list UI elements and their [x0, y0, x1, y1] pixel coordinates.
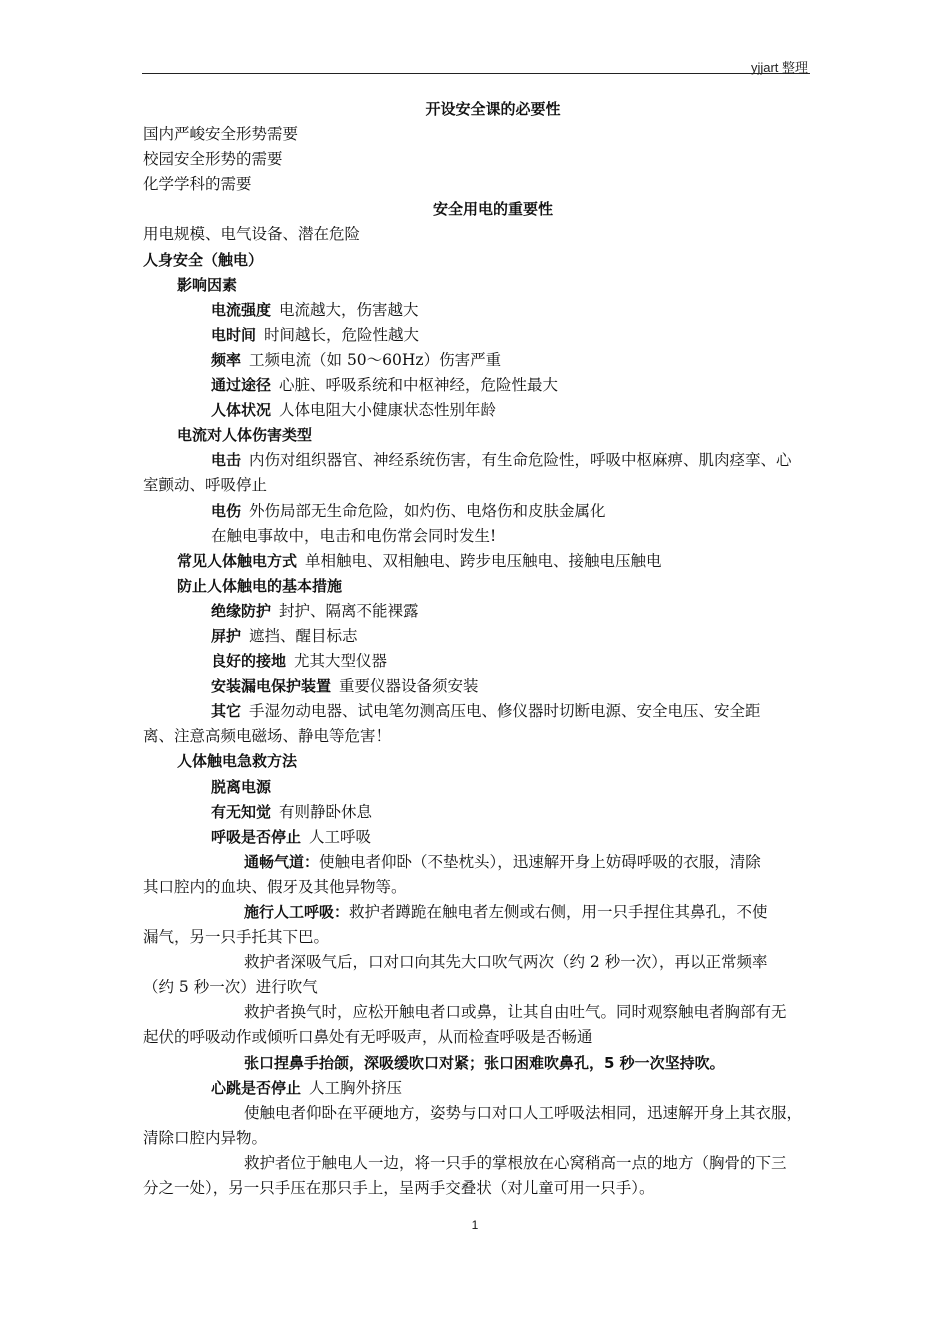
- paragraph: 用电规模、电气设备、潜在危险: [143, 225, 361, 244]
- header-text: yjjart 整理: [750, 60, 808, 75]
- term: 电击: [211, 451, 242, 470]
- term: 通畅气道：: [244, 852, 320, 871]
- list-item: [143, 649, 843, 674]
- term: 通过途径: [211, 376, 272, 395]
- term: 绝缘防护: [211, 601, 272, 620]
- paragraph: 国内严峻安全形势需要: [143, 125, 299, 144]
- paragraph: 救护者深吸气后，口对口向其先大口吹气两次（约 2 秒一次），再以正常频率: [244, 953, 768, 972]
- definition: 工频电流（如 50～60Hz）伤害严重: [249, 350, 502, 369]
- subheading: 防止人体触电的基本措施: [177, 576, 343, 595]
- paragraph: 校园安全形势的需要: [143, 150, 283, 169]
- paragraph: 救护者位于触电人一边，将一只手的掌根放在心窝稍高一点的地方（胸骨的下三: [244, 1153, 787, 1172]
- list-item: [143, 900, 843, 925]
- term: 心跳是否停止: [211, 1078, 302, 1097]
- term: 电伤: [211, 501, 242, 520]
- subheading: 电流对人体伤害类型: [177, 426, 313, 445]
- list-item: [143, 298, 843, 323]
- paragraph: 化学学科的需要: [143, 175, 252, 194]
- paragraph-continuation: （约 5 秒一次）进行吹气: [143, 978, 318, 997]
- term: 屏护: [211, 626, 242, 645]
- header-rule: [142, 73, 810, 74]
- list-item: [143, 549, 843, 574]
- definition: 使触电者仰卧（不垫枕头），迅速解开身上妨碍呼吸的衣服，清除: [319, 852, 761, 871]
- list-item: [143, 398, 843, 423]
- paragraph-continuation: 清除口腔内异物。: [143, 1128, 268, 1147]
- list-item: [143, 850, 843, 875]
- section-title: 开设安全课的必要性: [425, 100, 561, 118]
- definition: 尤其大型仪器: [294, 652, 388, 671]
- section-title: 安全用电的重要性: [432, 200, 553, 219]
- subheading: 人体触电急救方法: [177, 752, 298, 771]
- term: 电流强度: [211, 300, 272, 319]
- list-item: [143, 825, 843, 850]
- list-item: [143, 1076, 843, 1101]
- term: 呼吸是否停止: [211, 827, 302, 846]
- definition: 有则静卧休息: [279, 802, 373, 821]
- paragraph-continuation: 室颤动、呼吸停止: [143, 476, 268, 495]
- definition: 封护、隔离不能裸露: [279, 601, 419, 620]
- definition: 重要仪器设备须安装: [339, 677, 479, 696]
- list-item: [143, 499, 843, 524]
- definition: 人体电阻大小健康状态性别年龄: [279, 401, 497, 420]
- term: 安装漏电保护装置: [211, 677, 332, 696]
- document-body: [143, 97, 843, 1201]
- paragraph-continuation: 离、注意高频电磁场、静电等危害！: [143, 727, 392, 746]
- list-item: [143, 674, 843, 699]
- term: 有无知觉: [211, 802, 272, 821]
- list-item: [143, 800, 843, 825]
- definition: 内伤对组织器官、神经系统伤害，有生命危险性，呼吸中枢麻痹、肌肉痉挛、心: [249, 451, 792, 470]
- paragraph-continuation: 漏气，另一只手托其下巴。: [143, 928, 330, 947]
- heading: 人身安全（触电）: [143, 250, 264, 269]
- list-item: [143, 599, 843, 624]
- definition: 手湿勿动电器、试电笔勿测高压电、修仪器时切断电源、安全电压、安全距: [249, 702, 761, 721]
- term: 良好的接地: [211, 652, 287, 671]
- list-item: [143, 624, 843, 649]
- mnemonic: 张口捏鼻手抬颌，深吸缓吹口对紧；张口困难吹鼻孔，5 秒一次坚持吹。: [244, 1053, 725, 1072]
- subheading: 影响因素: [177, 275, 238, 294]
- paragraph: 在触电事故中，电击和电伤常会同时发生!: [211, 526, 497, 545]
- paragraph-continuation: 分之一处），另一只手压在那只手上，呈两手交叠状（对儿童可用一只手）。: [143, 1179, 655, 1198]
- paragraph: 救护者换气时，应松开触电者口或鼻，让其自由吐气。同时观察触电者胸部有无: [244, 1003, 787, 1022]
- term: 电时间: [211, 325, 257, 344]
- definition: 心脏、呼吸系统和中枢神经，危险性最大: [279, 376, 559, 395]
- definition: 遮挡、醒目标志: [249, 626, 358, 645]
- definition: 人工呼吸: [309, 827, 372, 846]
- paragraph-continuation: 起伏的呼吸动作或倾听口鼻处有无呼吸声，从而检查呼吸是否畅通: [143, 1028, 593, 1047]
- term: 频率: [211, 350, 242, 369]
- term: 常见人体触电方式: [177, 551, 298, 570]
- term: 其它: [211, 702, 242, 721]
- page-number: 1: [471, 1218, 479, 1232]
- definition: 时间越长，危险性越大: [264, 325, 420, 344]
- paragraph-continuation: 其口腔内的血块、假牙及其他异物等。: [143, 877, 407, 896]
- list-item: [143, 699, 843, 724]
- list-item: [143, 323, 843, 348]
- list-item: [143, 448, 843, 473]
- term: 人体状况: [211, 401, 272, 420]
- definition: 外伤局部无生命危险，如灼伤、电烙伤和皮肤金属化: [249, 501, 606, 520]
- definition: 人工胸外挤压: [309, 1078, 403, 1097]
- list-item: [143, 348, 843, 373]
- term: 施行人工呼吸：: [244, 903, 350, 921]
- definition: 电流越大，伤害越大: [279, 300, 419, 319]
- paragraph: 使触电者仰卧在平硬地方，姿势与口对口人工呼吸法相同，迅速解开身上其衣服，: [244, 1103, 803, 1122]
- list-item: 脱离电源: [211, 777, 272, 796]
- list-item: [143, 373, 843, 398]
- definition: 单相触电、双相触电、跨步电压触电、接触电压触电: [305, 551, 662, 570]
- definition: 救护者蹲跪在触电者左侧或右侧，用一只手捏住其鼻孔，不使: [349, 903, 768, 921]
